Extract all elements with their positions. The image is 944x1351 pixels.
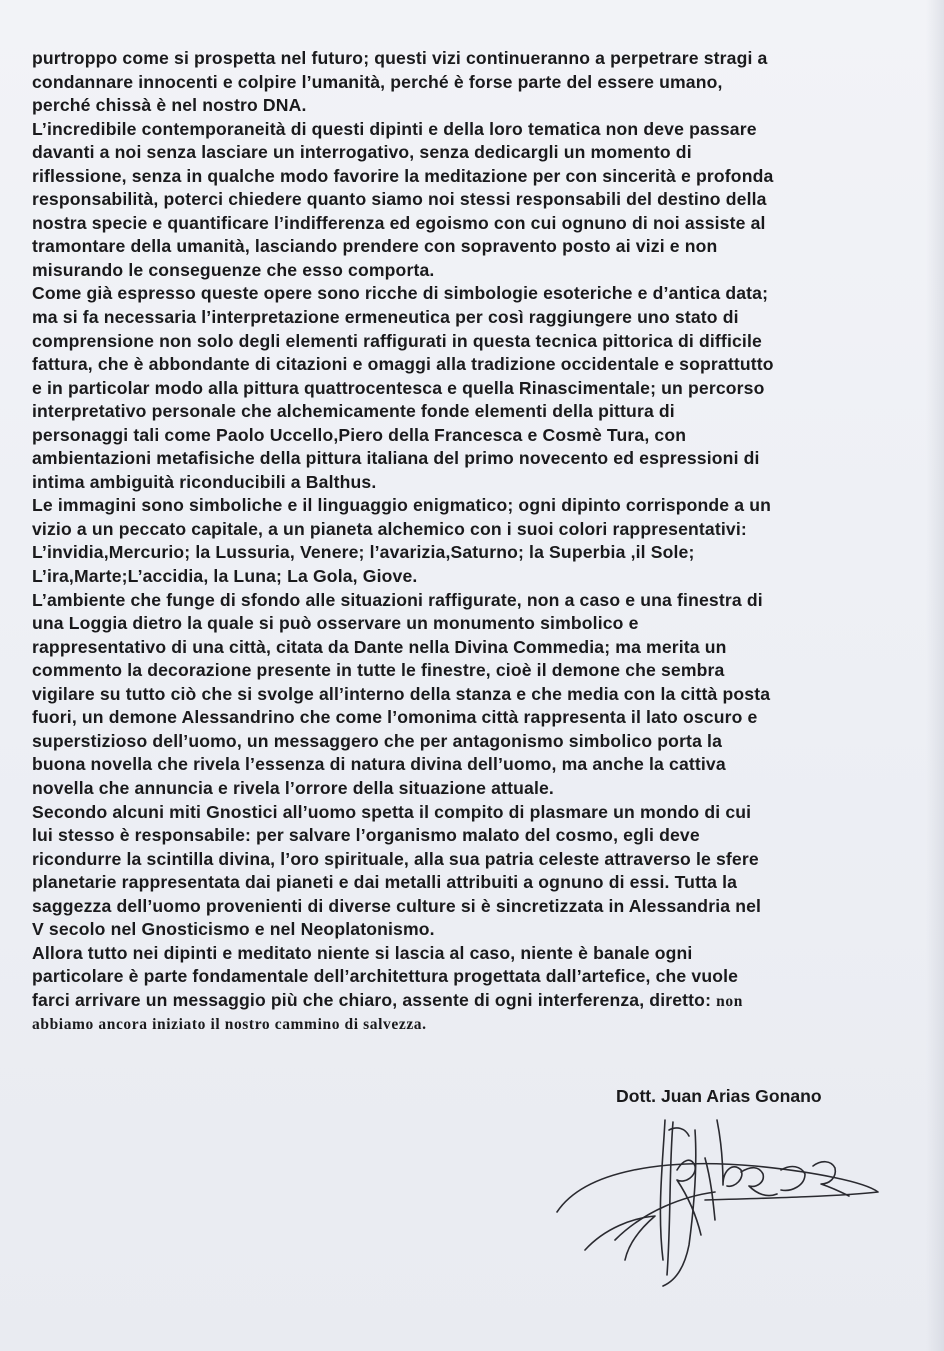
text-line: Come già espresso queste opere sono ricche di simbologie esoteriche e d’antica data; [32,283,769,304]
text-line: tramontare della umanità, lasciando prendere con sopravento posto ai vizi e non [32,236,718,257]
text-line: saggezza dell’uomo provenienti di diverse culture si è sincretizzata in Alessandria nel [32,895,762,916]
text-line: misurando le conseguenze che esso comporta. [32,259,435,280]
final-sentence-main: farci arrivare un messaggio più che chiaro, assente di ogni interferenza, diretto: [32,989,717,1010]
text-line: L’ambiente che funge di sfondo alle situazioni raffigurate, non a caso e una finestra di [32,589,763,610]
text-line: riflessione, senza in qualche modo favorire la meditazione per con sincerità e profonda [32,165,774,186]
text-line: nostra specie e quantificare l’indifferenza ed egoismo con cui ognuno di noi assiste al [32,212,766,233]
text-line: personaggi tali come Paolo Uccello,Piero della Francesca e Cosmè Tura, con [32,424,687,445]
text-line: lui stesso è responsabile: per salvare l’organismo malato del cosmo, egli deve [32,825,700,846]
text-line: L’ira,Marte;L’accidia, la Luna; La Gola, Giove. [32,566,418,587]
text-line: rappresentativo di una città, citata da Dante nella Divina Commedia; ma merita un [32,636,727,657]
text-line: interpretativo personale che alchemicamente fonde elementi della pittura di [32,401,675,422]
text-line: fuori, un demone Alessandrino che come l’omonima città rappresenta il lato oscuro e [32,707,758,728]
text-line: intima ambiguità riconducibili a Balthus. [32,471,377,492]
text-line: ambientazioni metafisiche della pittura italiana del primo novecento ed espressioni di [32,448,760,469]
text-line: vizio a un peccato capitale, a un pianeta alchemico con i suoi colori rappresentativi: [32,518,747,539]
closing-statement: abbiamo ancora iniziato il nostro cammino di salvezza. [32,1016,427,1034]
handwritten-signature-icon [545,1100,895,1300]
text-line: comprensione non solo degli elementi raffigurati in questa tecnica pittorica di difficile [32,330,762,351]
text-line: buona novella che rivela l’essenza di natura divina dell’uomo, ma anche la cattiva [32,754,726,775]
author-name: Dott. Juan Arias Gonano [616,1086,822,1106]
page-edge-shadow [926,0,944,1351]
text-line: perché chissà è nel nostro DNA. [32,95,307,116]
letter-body [32,47,912,1037]
text-line: responsabilità, poterci chiedere quanto siamo noi stessi responsabili del destino della [32,189,767,210]
text-line: purtroppo come si prospetta nel futuro; questi vizi continueranno a perpetrare stragi a [32,48,768,68]
text-line: L’invidia,Mercurio; la Lussuria, Venere; l’avarizia,Saturno; la Superbia ,il Sole; [32,542,695,563]
text-line: condannare innocenti e colpire l’umanità, perché è forse parte del essere umano, [32,71,723,92]
text-line: Allora tutto nei dipinti e meditato niente si lascia al caso, niente è banale ogni [32,942,693,963]
text-line-final-sentence [32,989,912,1014]
text-line: particolare è parte fondamentale dell’architettura progettata dall’artefice, che vuole [32,966,739,987]
text-line: superstizioso dell’uomo, un messaggero che per antagonismo simbolico porta la [32,730,723,751]
text-line: Secondo alcuni miti Gnostici all’uomo spetta il compito di plasmare un mondo di cui [32,801,752,822]
text-line: novella che annuncia e rivela l’orrore della situazione attuale. [32,777,554,798]
text-line: ma si fa necessaria l’interpretazione ermeneutica per così raggiungere uno stato di [32,307,739,328]
text-line: Le immagini sono simboliche e il linguaggio enigmatico; ogni dipinto corrisponde a un [32,495,772,516]
text-line: fattura, che è abbondante di citazioni e omaggi alla tradizione occidentale e soprattutto [32,354,774,375]
text-line: L’incredibile contemporaneità di questi dipinti e della loro tematica non deve passare [32,118,757,139]
text-line: planetarie rappresentata dai pianeti e dai metalli attribuiti a ognuno di essi. Tutta la [32,872,738,893]
text-line: V secolo nel Gnosticismo e nel Neoplatonismo. [32,919,435,940]
text-line: vigilare su tutto ciò che si svolge all’interno della stanza e che media con la città posta [32,683,771,704]
text-line: davanti a noi senza lasciare un interrogativo, senza dedicargli un momento di [32,142,692,163]
text-line: commento la decorazione presente in tutte le finestre, cioè il demone che sembra [32,660,725,681]
final-sentence-tail: non [716,992,743,1010]
text-line: una Loggia dietro la quale si può osservare un monumento simbolico e [32,613,639,634]
text-line: ricondurre la scintilla divina, l’oro spirituale, alla sua patria celeste attraverso le sfere [32,848,759,869]
text-line: e in particolar modo alla pittura quattrocentesca e quella Rinascimentale; un percorso [32,377,765,398]
